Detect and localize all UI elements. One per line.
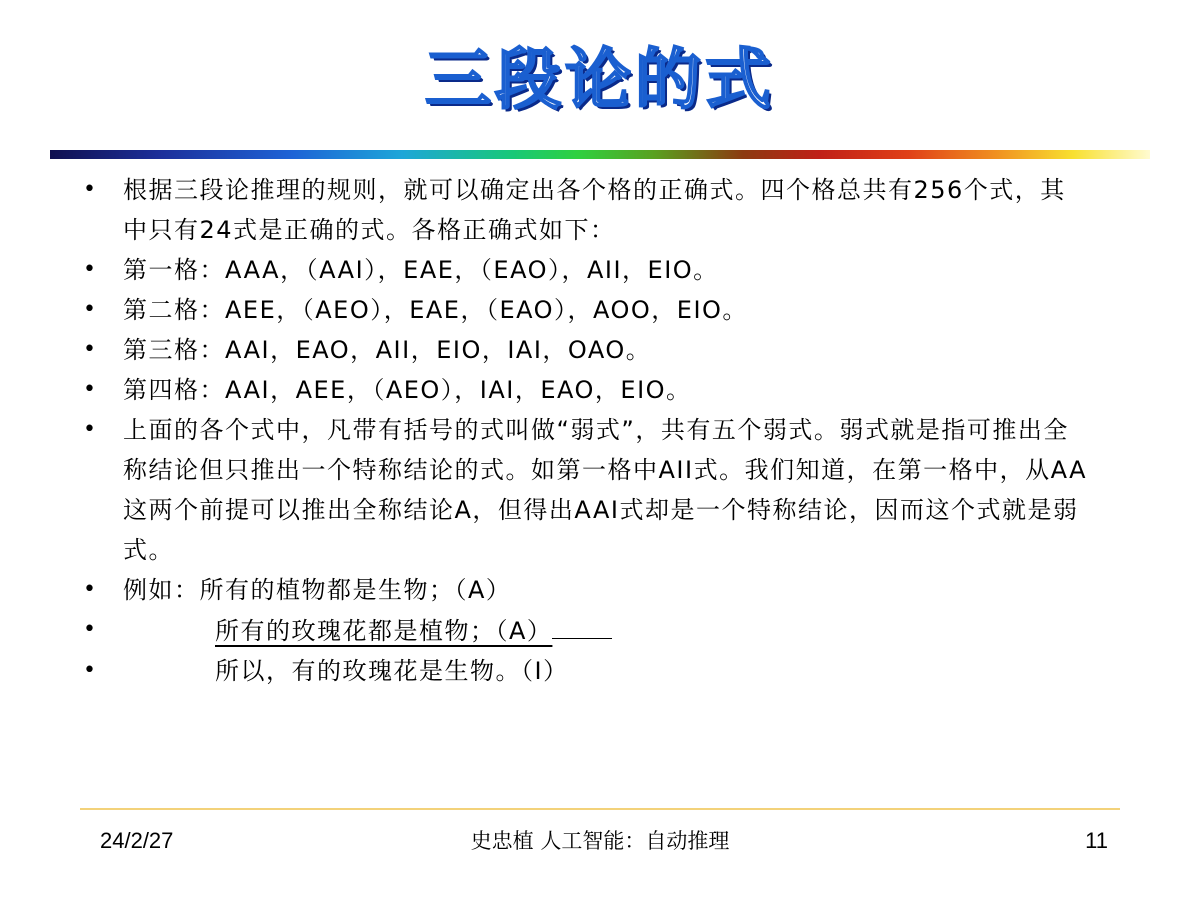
footer-date: 24/2/27	[100, 828, 174, 853]
bullet-text: 第一格：AAA，（AAI），EAE，（EAO），AII，EIO。	[123, 256, 719, 284]
bullet-text: 第四格：AAI，AEE，（AEO），IAI，EAO，EIO。	[123, 376, 692, 404]
title-divider	[50, 150, 1150, 159]
footer-author-course: 史忠植 人工智能：自动推理	[470, 829, 730, 853]
bullet-figure-4	[80, 370, 1090, 410]
bullet-text: 所有的玫瑰花都是植物；（A）	[215, 617, 553, 645]
bullet-text: 第三格：AAI，EAO，AII，EIO，IAI，OAO。	[123, 336, 652, 364]
bullet-text: 根据三段论推理的规则，就可以确定出各个格的正确式。四个格总共有256个式，其中只有24式是正确的式。各格正确式如下：	[123, 176, 1066, 244]
underline-tail	[552, 610, 612, 639]
footer-divider	[80, 808, 1120, 810]
bullet-example-conclusion	[80, 651, 1090, 691]
bullet-text: 例如：所有的植物都是生物；（A）	[123, 576, 512, 604]
page-number: 11	[1085, 828, 1108, 853]
bullet-text: 上面的各个式中，凡带有括号的式叫做“弱式”，共有五个弱式。弱式就是指可推出全称结论但只推出一个特称结论的式。如第一格中AII式。我们知道，在第一格中，从AA这两个前提可以推出全称结论A，但得出AAI式却是一个特称结论，因而这个式就是弱式。	[123, 416, 1088, 564]
bullet-list	[80, 170, 1090, 691]
bullet-example-major	[80, 570, 1090, 610]
bullet-intro	[80, 170, 1090, 250]
bullet-text: 所以，有的玫瑰花是生物。（I）	[215, 657, 569, 685]
bullet-weak-moods	[80, 410, 1090, 570]
bullet-text: 第二格：AEE，（AEO），EAE，（EAO），AOO，EIO。	[123, 296, 748, 324]
bullet-figure-3	[80, 330, 1090, 370]
bullet-example-minor	[80, 610, 1090, 651]
bullet-figure-2	[80, 290, 1090, 330]
slide-title: 三段论的式	[425, 41, 775, 118]
bullet-figure-1	[80, 250, 1090, 290]
